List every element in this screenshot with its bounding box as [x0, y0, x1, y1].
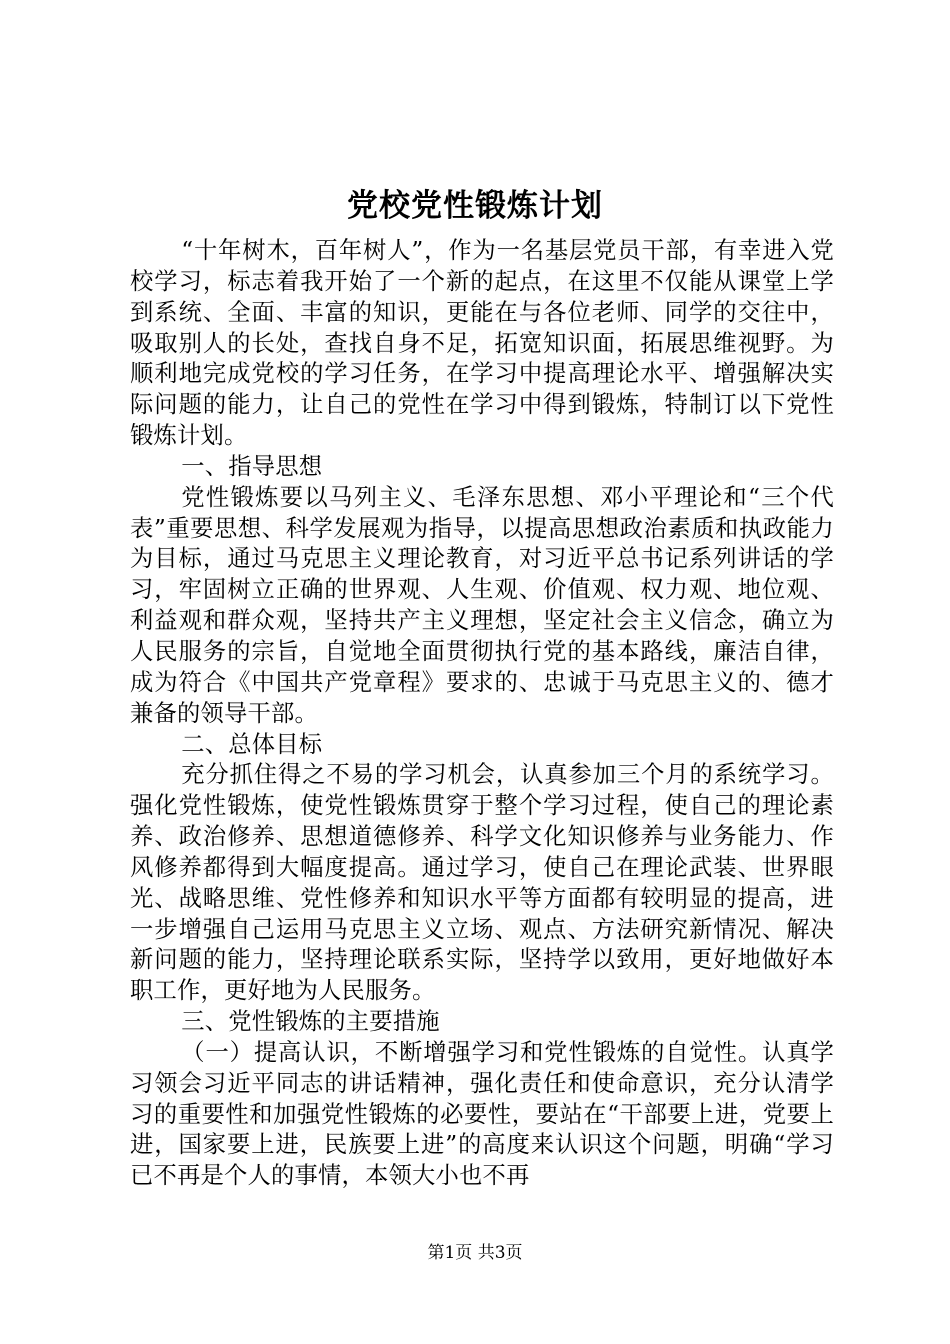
paragraph-intro: “十年树木，百年树人”，作为一名基层党员干部，有幸进入党校学习，标志着我开始了一个新的起点，在这里不仅能从课堂上学到系统、全面、丰富的知识，更能在与各位老师、同学的交往中，吸取别人的长处，查找自身不足，拓宽知识面，拓展思维视野。为顺利地完成党校的学习任务，在学习中提高理论水平、增强解决实际问题的能力，让自己的党性在学习中得到锻炼，特制订以下党性锻炼计划。 [130, 237, 834, 450]
paragraph-overall-goal: 充分抓住得之不易的学习机会，认真参加三个月的系统学习。强化党性锻炼，使党性锻炼贯穿于整个学习过程，使自己的理论素养、政治修养、思想道德修养、科学文化知识修养与业务能力、作风修养都得到大幅度提高。通过学习，使自己在理论武装、世界眼光、战略思维、党性修养和知识水平等方面都有较明显的提高，进一步增强自己运用马克思主义立场、观点、方法研究新情况、解决新问题的能力，坚持理论联系实际，坚持学以致用，更好地做好本职工作，更好地为人民服务。 [130, 761, 834, 1005]
document-title: 党校党性锻炼计划 [347, 188, 603, 224]
section-heading-guiding-ideology: 一、指导思想 [181, 452, 323, 480]
paragraph-measure-one: （一）提高认识，不断增强学习和党性锻炼的自觉性。认真学习领会习近平同志的讲话精神，强化责任和使命意识，充分认清学习的重要性和加强党性锻炼的必要性，要站在“干部要上进，党要上进，国家要上进，民族要上进”的高度来认识这个问题，明确“学习已不再是个人的事情，本领大小也不再 [130, 1038, 834, 1190]
paragraph-guiding-ideology: 党性锻炼要以马列主义、毛泽东思想、邓小平理论和“三个代表”重要思想、科学发展观为指导，以提高思想政治素质和执政能力为目标，通过马克思主义理论教育，对习近平总书记系列讲话的学习，牢固树立正确的世界观、人生观、价值观、权力观、地位观、利益观和群众观，坚持共产主义理想，坚定社会主义信念，确立为人民服务的宗旨，自觉地全面贯彻执行党的基本路线，廉洁自律，成为符合《中国共产党章程》要求的、忠诚于马克思主义的、德才兼备的领导干部。 [130, 483, 834, 727]
section-heading-main-measures: 三、党性锻炼的主要措施 [181, 1008, 440, 1036]
document-body [130, 236, 834, 1192]
page-footer: 第1页 共3页 [427, 1243, 523, 1263]
section-heading-overall-goal: 二、总体目标 [181, 730, 323, 758]
